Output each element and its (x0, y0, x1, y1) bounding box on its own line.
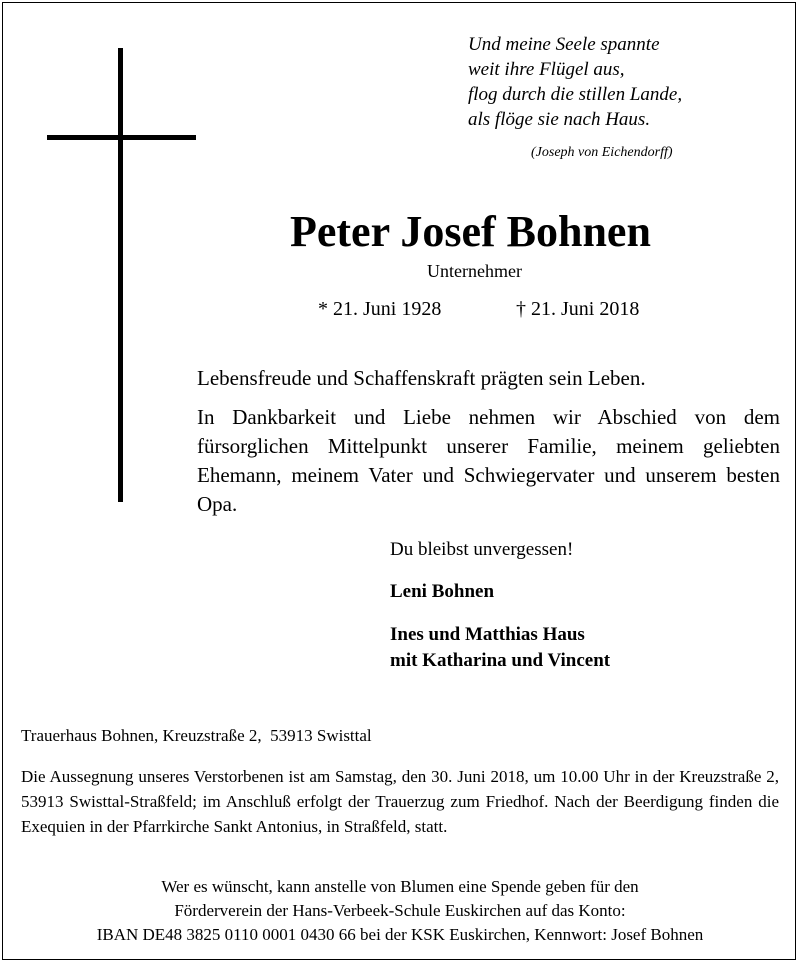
donation-line: Förderverein der Hans-Verbeek-Schule Euskirchen auf das Konto: (174, 901, 626, 920)
cross-horizontal-bar (47, 135, 196, 140)
mourning-house-address: Trauerhaus Bohnen, Kreuzstraße 2, 53913 Swisttal (21, 726, 372, 745)
poem-line: flog durch die stillen Lande, (468, 84, 683, 105)
deceased-profession: Unternehmer (427, 261, 522, 281)
donation-line: IBAN DE48 3825 0110 0001 0430 66 bei der KSK Euskirchen, Kennwort: Josef Bohnen (96, 925, 704, 944)
death-date: † 21. Juni 2018 (516, 298, 640, 320)
farewell-paragraph: In Dankbarkeit und Liebe nehmen wir Abschied von dem fürsorglichen Mittelpunkt unserer Familie, meinem geliebten Ehemann, meinem Vater und Schwiegervater und unserem besten Opa. (197, 405, 780, 516)
poem-line: weit ihre Flügel aus, (468, 59, 625, 80)
ceremony-notice: Die Aussegnung unseres Verstorbenen ist am Samstag, den 30. Juni 2018, um 10.00 Uhr in der Kreuzstraße 2, 53913 Swisttal-Straßfeld; im Anschluß erfolgt der Trauerzug zum Friedhof. Nach der Beerdigung finden die Exequien in der Pfarrkirche Sankt Antonius, in Straßfeld, statt. (21, 767, 779, 836)
lead-sentence: Lebensfreude und Schaffenskraft prägten sein Leben. (197, 366, 646, 390)
poem-line: als flöge sie nach Haus. (468, 109, 651, 130)
mourner-family-line: Ines und Matthias Haus (390, 624, 585, 645)
mourner-family-line: mit Katharina und Vincent (390, 650, 611, 671)
birth-date: * 21. Juni 1928 (318, 298, 442, 320)
cross-vertical-bar (118, 48, 123, 502)
unforgotten-line: Du bleibst unvergessen! (390, 539, 574, 560)
poem (468, 32, 788, 132)
poem-line: Und meine Seele spannte (468, 34, 660, 55)
mourner-name: Leni Bohnen (390, 581, 495, 602)
mourner-family (390, 622, 610, 674)
poem-author: (Joseph von Eichendorff) (531, 145, 673, 160)
deceased-name: Peter Josef Bohnen (290, 207, 651, 256)
donation-note (0, 875, 800, 947)
donation-line: Wer es wünscht, kann anstelle von Blumen eine Spende geben für den (161, 877, 639, 896)
